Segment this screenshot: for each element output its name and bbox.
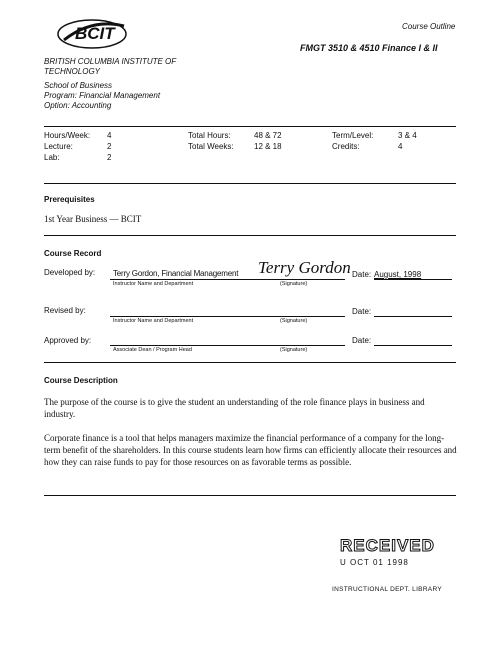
total-weeks-value: 12 & 18 xyxy=(254,142,282,151)
date-label: Date: xyxy=(352,307,372,316)
lecture-value: 2 xyxy=(107,142,112,151)
option-name: Option: Accounting xyxy=(44,101,112,110)
instructor-caption: Instructor Name and Department xyxy=(113,318,194,324)
date-label: Date: xyxy=(352,336,372,345)
stamp-library: INSTRUCTIONAL DEPT. LIBRARY xyxy=(332,586,442,593)
svg-text:BCIT: BCIT xyxy=(75,24,115,43)
date-line xyxy=(374,345,452,346)
associate-caption: Associate Dean / Program Head xyxy=(113,347,192,353)
logo xyxy=(54,14,132,54)
date-line xyxy=(374,279,452,280)
stamp-received: RECEIVED xyxy=(340,536,435,555)
divider xyxy=(44,362,456,363)
course-description-heading: Course Description xyxy=(44,376,118,385)
prerequisites-heading: Prerequisites xyxy=(44,195,95,204)
instructor-caption: Instructor Name and Department xyxy=(113,281,194,287)
hours-week-value: 4 xyxy=(107,131,112,140)
total-weeks-label: Total Weeks: xyxy=(188,142,234,151)
course-description-para1: The purpose of the course is to give the student an understanding of the role finance plays in business and industry. xyxy=(44,397,425,419)
stamp-date: U OCT 01 1998 xyxy=(340,558,409,567)
lab-label: Lab: xyxy=(44,153,60,162)
approved-by-label: Approved by: xyxy=(44,336,92,345)
developed-by-name: Terry Gordon, Financial Management xyxy=(113,269,239,278)
lab-value: 2 xyxy=(107,153,112,162)
bcit-logo-icon xyxy=(54,14,132,54)
program-name: Program: Financial Management xyxy=(44,91,161,100)
course-description-para2: Corporate finance is a tool that helps managers maximize the financial performance of a company for the long-term benefit of the shareholders. In this course students learn how firms can efficiently allocate their resources and how they can raise funds to pay for those resources on as favorable terms as possible. xyxy=(44,433,457,467)
revised-by-line xyxy=(110,316,345,317)
institute-name: BRITISH COLUMBIA INSTITUTE OF TECHNOLOGY xyxy=(44,57,177,76)
course-code-title: FMGT 3510 & 4510 Finance I & II xyxy=(300,43,438,53)
divider xyxy=(44,126,456,127)
developed-by-line xyxy=(110,279,345,280)
doc-type: Course Outline xyxy=(402,22,456,31)
signature-caption: (Signature) xyxy=(280,281,308,287)
hours-week-label: Hours/Week: xyxy=(44,131,91,140)
total-hours-value: 48 & 72 xyxy=(254,131,282,140)
credits-label: Credits: xyxy=(332,142,360,151)
term-level-value: 3 & 4 xyxy=(398,131,417,140)
credits-value: 4 xyxy=(398,142,403,151)
divider xyxy=(44,495,456,496)
divider xyxy=(44,235,456,236)
total-hours-label: Total Hours: xyxy=(188,131,231,140)
signature-caption: (Signature) xyxy=(280,347,308,353)
developed-by-label: Developed by: xyxy=(44,268,96,277)
prerequisites-text: 1st Year Business — BCIT xyxy=(44,214,142,224)
revised-by-label: Revised by: xyxy=(44,306,86,315)
term-level-label: Term/Level: xyxy=(332,131,374,140)
lecture-label: Lecture: xyxy=(44,142,73,151)
divider xyxy=(44,183,456,184)
course-record-heading: Course Record xyxy=(44,249,102,258)
signature-caption: (Signature) xyxy=(280,318,308,324)
date-label: Date: xyxy=(352,270,372,279)
school-name: School of Business xyxy=(44,81,113,90)
approved-by-line xyxy=(110,345,345,346)
received-stamp xyxy=(332,536,458,606)
developed-signature: Terry Gordon xyxy=(258,258,351,277)
developed-date: August, 1998 xyxy=(374,270,422,279)
date-line xyxy=(374,316,452,317)
